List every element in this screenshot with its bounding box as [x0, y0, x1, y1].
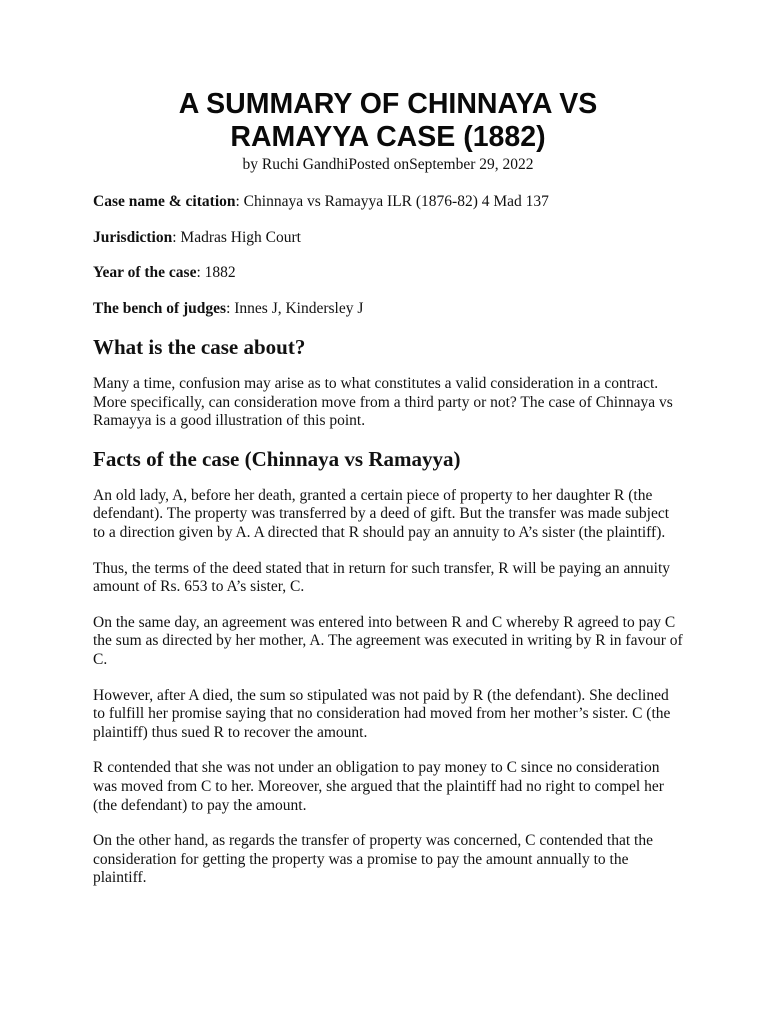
- year-label: Year of the case: [93, 264, 197, 281]
- jurisdiction-value: : Madras High Court: [172, 229, 301, 246]
- page-title: [93, 88, 683, 154]
- document-page: [93, 88, 683, 888]
- jurisdiction-label: Jurisdiction: [93, 229, 173, 246]
- year-value: : 1882: [196, 264, 236, 281]
- byline: by Ruchi GandhiPosted onSeptember 29, 2022: [242, 156, 534, 173]
- case-name-line: [93, 192, 683, 211]
- section-heading-facts: Facts of the case (Chinnaya vs Ramayya): [93, 446, 461, 471]
- facts-paragraph-4: However, after A died, the sum so stipulated was not paid by R (the defendant). She declined to fulfill her promise saying that no consideration had moved from her mother’s sister. C (the plaintiff) thus sued R to recover the amount.: [93, 686, 671, 741]
- bench-value: : Innes J, Kindersley J: [226, 300, 364, 317]
- facts-paragraph-2: Thus, the terms of the deed stated that in return for such transfer, R will be paying an annuity amount of Rs. 653 to A’s sister, C.: [93, 559, 671, 596]
- case-name-label: Case name & citation: [93, 193, 236, 210]
- bench-label: The bench of judges: [93, 300, 227, 317]
- facts-paragraph-5: R contended that she was not under an obligation to pay money to C since no consideration was moved from C to her. Moreover, she argued that the plaintiff had no right to compel her (the defendant) to pay the amount.: [93, 759, 664, 814]
- facts-paragraph-6: On the other hand, as regards the transfer of property was concerned, C contended that the consideration for getting the property was a promise to pay the amount annually to the plaintiff.: [93, 832, 653, 887]
- title-line-1: A SUMMARY OF CHINNAYA VS: [178, 88, 598, 120]
- bench-line: [93, 299, 683, 318]
- facts-paragraph-3: On the same day, an agreement was entered into between R and C whereby R agreed to pay C the sum as directed by her mother, A. The agreement was executed in writing by R in favour of C.: [93, 613, 683, 668]
- about-paragraph-1: Many a time, confusion may arise as to what constitutes a valid consideration in a contract. More specifically, can consideration move from a third party or not? The case of Chinnaya vs Ramayya is a good illustration of this point.: [93, 375, 673, 430]
- jurisdiction-line: [93, 228, 683, 247]
- facts-paragraph-1: An old lady, A, before her death, granted a certain piece of property to her daughter R (the defendant). The property was transferred by a deed of gift. But the transfer was made subject to a direction given by A. A directed that R should pay an annuity to A’s sister (the plaintiff).: [93, 486, 670, 541]
- section-heading-about: What is the case about?: [93, 335, 306, 359]
- title-line-2: RAMAYYA CASE (1882): [230, 121, 546, 153]
- case-name-value: : Chinnaya vs Ramayya ILR (1876-82) 4 Mad 137: [235, 193, 549, 210]
- year-line: [93, 263, 683, 282]
